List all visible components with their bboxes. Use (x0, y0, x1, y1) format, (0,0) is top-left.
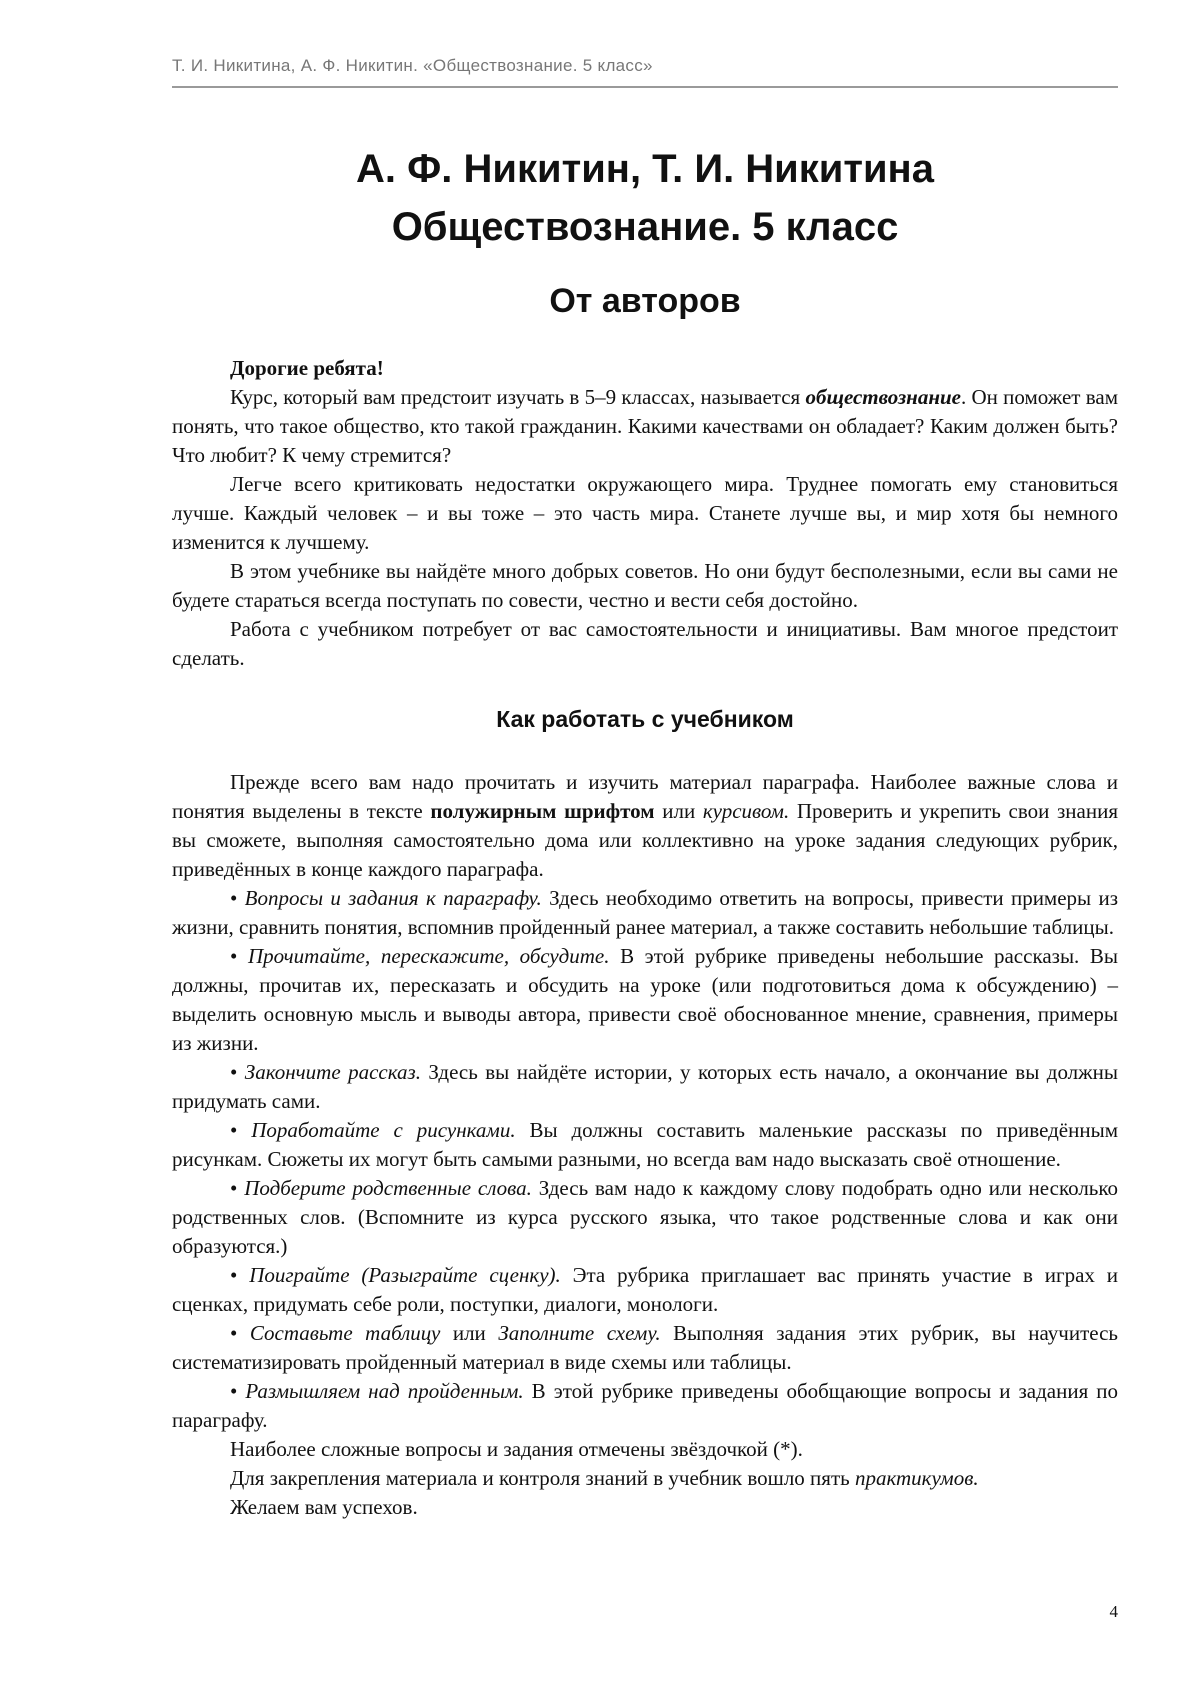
intro-paragraph-3: В этом учебнике вы найдёте много добрых советов. Но они будут бесполезными, если вы сами не будете стараться всегда поступать по совести, честно и вести себя достойно. (172, 559, 1118, 612)
star-note: Наиболее сложные вопросы и задания отмечены звёздочкой (*). (230, 1437, 803, 1461)
header-divider (172, 86, 1118, 88)
greeting: Дорогие ребята! (230, 356, 384, 380)
running-header: Т. И. Никитина, А. Ф. Никитин. «Обществознание. 5 класс» (172, 56, 653, 75)
howto-paragraph-1: Прежде всего вам надо прочитать и изучить материал параграфа. Наиболее важные слова и понятия выделены в тексте полужирным шрифтом или курсивом. Проверить и укрепить свои знания вы сможете, выполняя самостоятельно дома или коллективно на уроке задания следующих рубрик, приведённых в конце каждого параграфа. (172, 770, 1118, 881)
rubric-item: • Поработайте с рисунками. Вы должны составить маленькие рассказы по приведённым рисункам. Сюжеты их могут быть самыми разными, но всегда вам надо высказать своё отношение. (172, 1118, 1118, 1171)
section-heading-from-authors: От авторов (549, 282, 741, 320)
rubric-item: • Поиграйте (Разыграйте сценку). Эта рубрика приглашает вас принять участие в играх и сценках, придумать себе роли, поступки, диалоги, монологи. (172, 1263, 1118, 1316)
howto-text (172, 768, 1118, 1522)
rubric-item: • Размышляем над пройденным. В этой рубрике приведены обобщающие вопросы и задания по параграфу. (172, 1379, 1118, 1432)
rubric-item: • Вопросы и задания к параграфу. Здесь необходимо ответить на вопросы, привести примеры из жизни, сравнить понятия, вспомнив пройденный ранее материал, а также составить небольшие таблицы. (172, 886, 1119, 939)
closing-wish: Желаем вам успехов. (230, 1495, 418, 1519)
rubric-item: • Прочитайте, перескажите, обсудите. В этой рубрике приведены небольшие рассказы. Вы должны, прочитав их, пересказать и обсудить на уроке (или подготовиться дома к обсуждению) – выделить основную мысль и выводы автора, привести своё обоснованное мнение, сравнения, примеры из жизни. (172, 944, 1119, 1055)
book-title-authors: А. Ф. Никитин, Т. И. Никитина (356, 147, 934, 191)
book-title-subject: Обществознание. 5 класс (391, 205, 899, 249)
page-number: 4 (1109, 1602, 1118, 1621)
rubric-item: • Закончите рассказ. Здесь вы найдёте истории, у которых есть начало, а окончание вы должны придумать сами. (172, 1060, 1119, 1113)
intro-paragraph-4: Работа с учебником потребует от вас самостоятельности и инициативы. Вам многое предстоит сделать. (172, 617, 1118, 670)
intro-paragraph-1: Курс, который вам предстоит изучать в 5–9 классах, называется обществознание. Он поможет вам понять, что такое общество, кто такой гражданин. Какими качествами он обладает? Каким должен быть? Что любит? К чему стремится? (172, 385, 1118, 467)
practice-note: Для закрепления материала и контроля знаний в учебник вошло пять практикумов. (230, 1466, 979, 1490)
book-title (172, 140, 1118, 256)
intro-paragraph-2: Легче всего критиковать недостатки окружающего мира. Труднее помогать ему становиться лучше. Каждый человек – и вы тоже – это часть мира. Станете лучше вы, и мир хотя бы немного изменится к лучшему. (172, 472, 1118, 554)
section-heading-how-to-work: Как работать с учебником (496, 706, 794, 732)
intro-text (172, 354, 1118, 673)
rubric-item: • Составьте таблицу или Заполните схему. Выполняя задания этих рубрик, вы научитесь систематизировать пройденный материал в виде схемы или таблицы. (172, 1321, 1119, 1374)
rubric-item: • Подберите родственные слова. Здесь вам надо к каждому слову подобрать одно или несколько родственных слов. (Вспомните из курса русского языка, что такое родственные слова и как они образуются.) (172, 1176, 1119, 1258)
